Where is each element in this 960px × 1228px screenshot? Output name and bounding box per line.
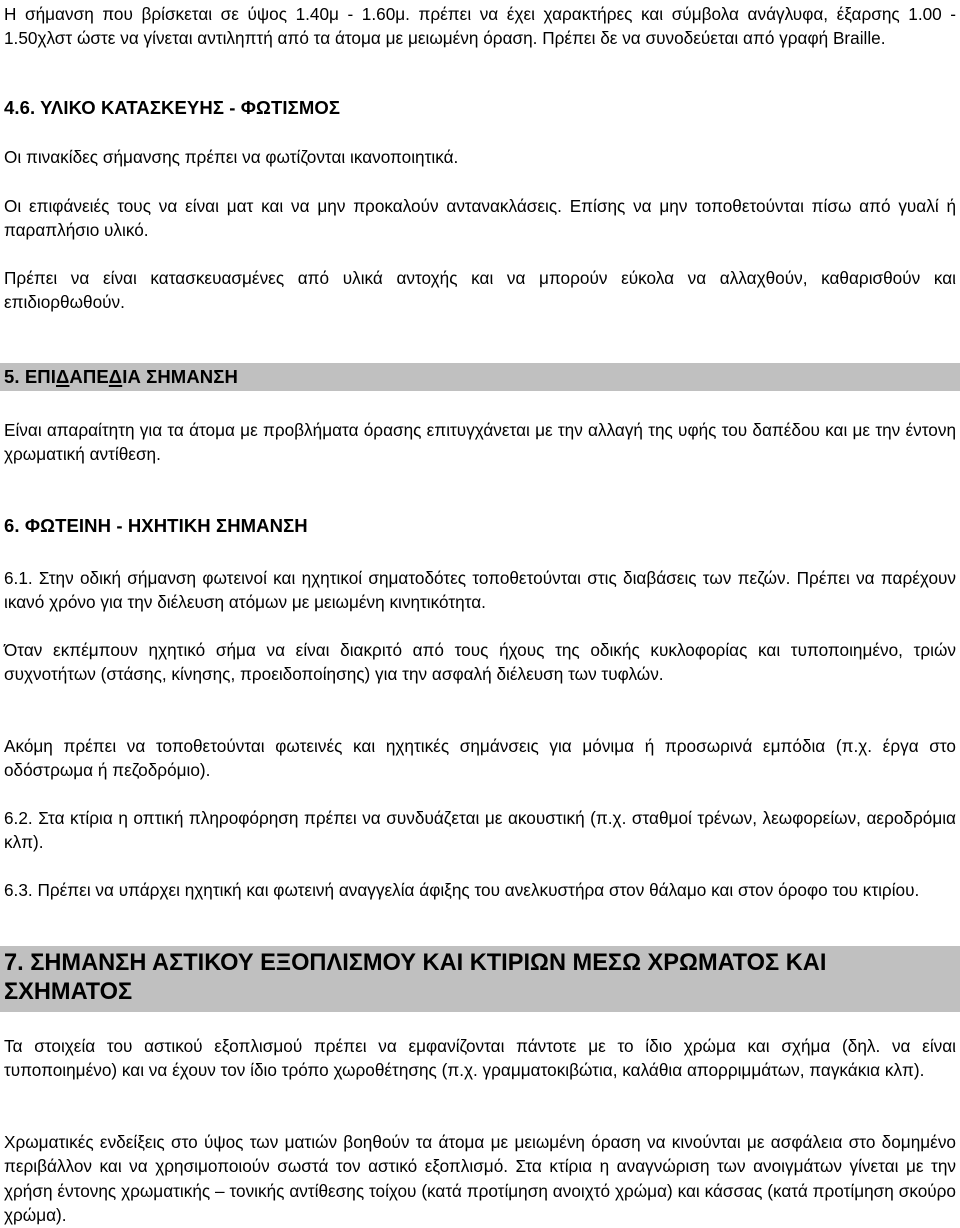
section-6-paragraph-3: Ακόμη πρέπει να τοποθετούνται φωτεινές και ηχητικές σημάνσεις για μόνιμα ή προσωρινά εμπόδια (π.χ. έργα στο οδόστρωμα ή πεζοδρόμιο). [4, 736, 956, 781]
section-5-paragraph: Είναι απαραίτητη για τα άτομα με προβλήματα όρασης επιτυγχάνεται με την αλλαγή της υφής του δαπέδου και με την έντονη χρωματική αντίθεση. [4, 420, 956, 465]
section-7-paragraph-1: Τα στοιχεία του αστικού εξοπλισμού πρέπει να εμφανίζονται πάντοτε με το ίδιο χρώμα και σχήμα (δηλ. να είναι τυποποιημένο) και να έχουν τον ίδιο τρόπο χωροθέτησης (π.χ. γραμματοκιβώτια, καλάθια απορριμμάτων, παγκάκια κλπ). [4, 1036, 956, 1081]
section-6-paragraph-1: 6.1. Στην οδική σήμανση φωτεινοί και ηχητικοί σηματοδότες τοποθετούνται στις διαβάσεις των πεζών. Πρέπει να παρέχουν ικανό χρόνο για την διέλευση ατόμων με μειωμένη κινητικότητα. [4, 568, 956, 613]
intro-paragraph: Η σήμανση που βρίσκεται σε ύψος 1.40μ - 1.60μ. πρέπει να έχει χαρακτήρες και σύμβολα ανάγλυφα, έξαρσης 1.00 - 1.50χλστ ώστε να γίνεται αντιληπτή από τα άτομα με μειωμένη όραση. Πρέπει δε να συνοδεύεται από γραφή Braille. [4, 4, 956, 49]
section-4-6-paragraph-3: Πρέπει να είναι κατασκευασμένες από υλικά αντοχής και να μπορούν εύκολα να αλλαχθούν, καθαρισθούν και επιδιορθωθούν. [4, 268, 956, 313]
section-5-heading-band [0, 363, 960, 391]
section-7-paragraph-2: Χρωματικές ενδείξεις στο ύψος των ματιών βοηθούν τα άτομα με μειωμένη όραση να κινούνται με ασφάλεια στο δομημένο περιβάλλον και να χρησιμοποιούν σωστά τον αστικό εξοπλισμό. Στα κτίρια η αναγνώριση των ανοιγμάτων γίνεται με την χρήση έντονης χρωματικής – τονικής αντίθεσης τοίχου (κατά προτίμηση ανοιχτό χρώμα) και κάσσας (κατά προτίμηση σκούρο χρώμα). [4, 1132, 956, 1226]
section-4-6-paragraph-2: Οι επιφάνειές τους να είναι ματ και να μην προκαλούν αντανακλάσεις. Επίσης να μην τοποθετούνται πίσω από γυαλί ή παραπλήσιο υλικό. [4, 196, 956, 241]
section-6-paragraph-5: 6.3. Πρέπει να υπάρχει ηχητική και φωτεινή αναγγελία άφιξης του ανελκυστήρα στον θάλαμο και στον όροφο του κτιρίου. [4, 880, 920, 900]
section-6-paragraph-4: 6.2. Στα κτίρια η οπτική πληροφόρηση πρέπει να συνδυάζεται με ακουστική (π.χ. σταθμοί τρένων, λεωφορείων, αεροδρόμια κλπ). [4, 808, 956, 853]
section-7-heading-band [0, 946, 960, 1012]
section-6-heading: 6. ΦΩΤΕΙΝΗ - ΗΧΗΤΙΚΗ ΣΗΜΑΝΣΗ [4, 515, 308, 536]
section-7-heading: 7. ΣΗΜΑΝΣΗ ΑΣΤΙΚΟΥ ΕΞΟΠΛΙΣΜΟΥ ΚΑΙ ΚΤΙΡΙΩΝ ΜΕΣΩ ΧΡΩΜΑΤΟΣ ΚΑΙ ΣΧΗΜΑΤΟΣ [4, 950, 827, 1005]
section-5-heading: 5. ΕΠΙΔΑΠΕΔΙΑ ΣΗΜΑΝΣΗ [4, 366, 238, 387]
section-4-6-heading: 4.6. ΥΛΙΚΟ ΚΑΤΑΣΚΕΥΗΣ - ΦΩΤΙΣΜΟΣ [4, 97, 341, 118]
section-4-6-paragraph-1: Οι πινακίδες σήμανσης πρέπει να φωτίζονται ικανοποιητικά. [4, 147, 459, 167]
section-6-paragraph-2: Όταν εκπέμπουν ηχητικό σήμα να είναι διακριτό από τους ήχους της οδικής κυκλοφορίας και τυποποιημένο, τριών συχνοτήτων (στάσης, κίνησης, προειδοποίησης) για την ασφαλή διέλευση των τυφλών. [4, 640, 956, 685]
